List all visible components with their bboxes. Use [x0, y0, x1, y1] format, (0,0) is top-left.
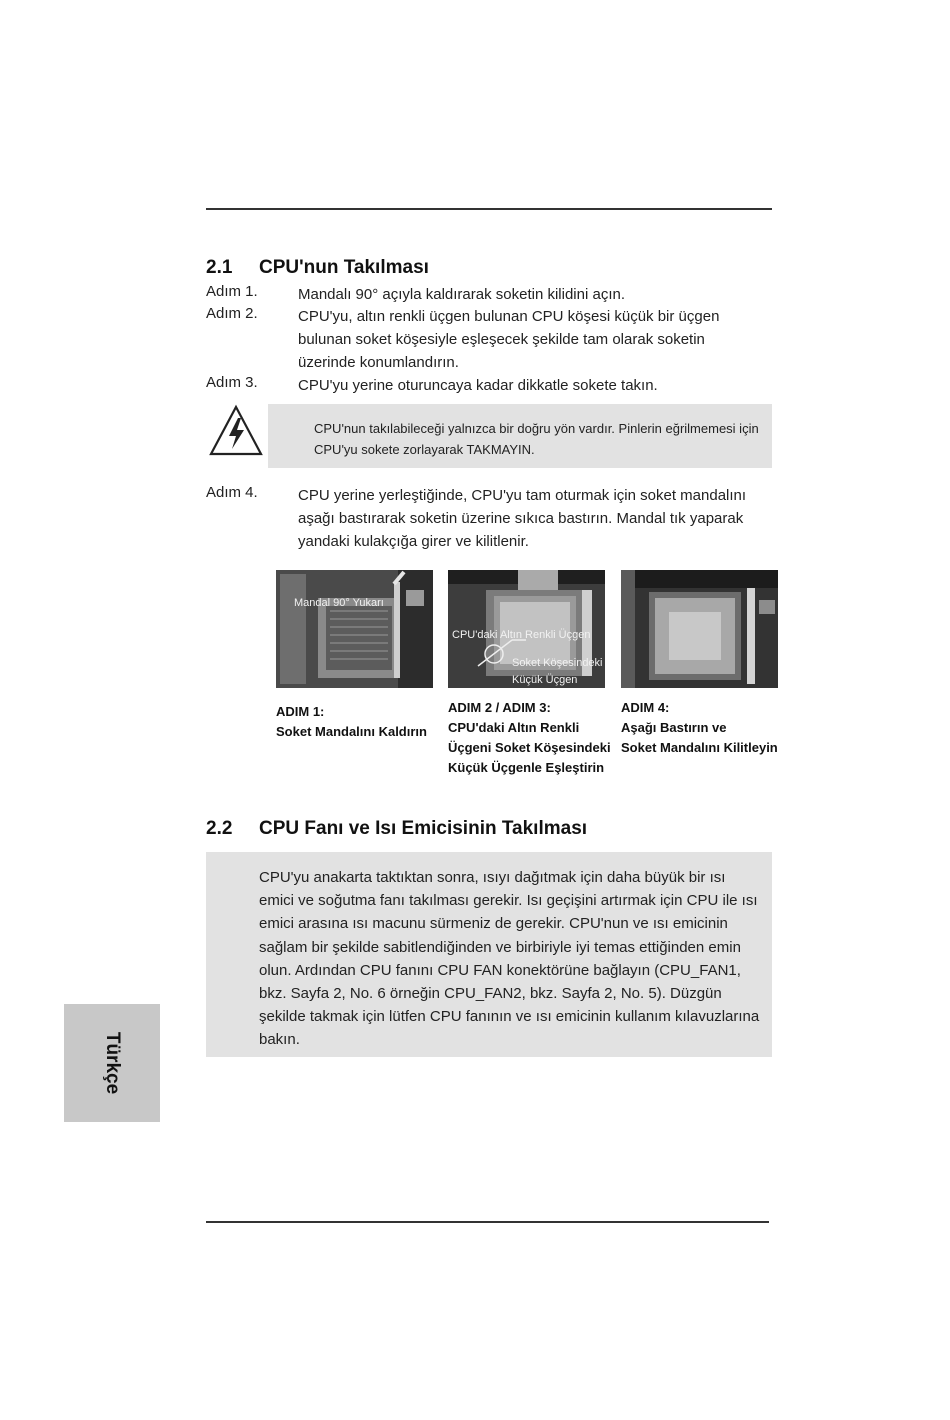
- section-title: CPU Fanı ve Isı Emicisinin Takılması: [259, 818, 588, 839]
- section-title: CPU'nun Takılması: [259, 257, 429, 278]
- photo-socket-lever-up: [276, 570, 433, 688]
- warning-text: CPU'nun takılabileceği yalnızca bir doğru yön vardır. Pinlerin eğrilmemesi için CPU'yu sokete zorlayarak TAKMAYIN.: [314, 421, 759, 457]
- caption-step-2-3-line: CPU'daki Altın Renkli: [448, 720, 580, 735]
- photo-align-triangle: [448, 570, 605, 688]
- top-rule: [206, 208, 772, 210]
- photo-lever-locked: [621, 570, 778, 688]
- caption-step-2-3-line: Küçük Üçgenle Eşleştirin: [448, 760, 605, 775]
- step-4-label: Adım 4.: [206, 484, 258, 501]
- warning-icon: [208, 404, 264, 458]
- section-2-1-heading: [206, 257, 766, 281]
- language-tab-label: Türkçe: [102, 1031, 123, 1095]
- caption-step-2-3: [448, 698, 611, 778]
- caption-step-2-3-title: ADIM 2 / ADIM 3:: [448, 700, 551, 715]
- step-2-text: CPU'yu, altın renkli üçgen bulunan CPU köşesi küçük bir üçgen bulunan soket köşesiyle eşleşecek şekilde tam olarak soketin üzerinde konumlandırın.: [298, 308, 720, 371]
- step-4-text: CPU yerine yerleştiğinde, CPU'yu tam oturmak için soket mandalını aşağı bastırarak soketin üzerine sıkıca bastırın. Mandal tık yaparak yandaki kulakçığa girer ve kilitlenir.: [298, 487, 747, 550]
- step-3-text: CPU'yu yerine oturuncaya kadar dikkatle sokete takın.: [298, 377, 658, 394]
- bottom-rule: [206, 1221, 769, 1223]
- caption-step-1-title: ADIM 1:: [276, 704, 325, 719]
- caption-step-2-3-line: Üçgeni Soket Köşesindeki: [448, 740, 611, 755]
- caption-step-4: [621, 698, 778, 758]
- language-side-tab: [64, 1004, 160, 1122]
- photo-label-socket-corner: Soket Köşesindeki: [512, 657, 603, 669]
- caption-step-4-title: ADIM 4:: [621, 700, 670, 715]
- step-1-label: Adım 1.: [206, 283, 258, 300]
- caption-step-1: [276, 702, 427, 742]
- caption-step-4-line: Soket Mandalını Kilitleyin: [621, 740, 778, 755]
- section-number: 2.1: [206, 257, 233, 278]
- step-2-label: Adım 2.: [206, 305, 258, 322]
- heatsink-paragraph: CPU'yu anakarta taktıktan sonra, ısıyı dağıtmak için daha büyük bir ısı emici ve soğutma fanı takılması gerekir. Isı geçişini artırmak için CPU ile ısı emici arasına ısı macunu sürmeniz de gerekir. CPU'nun ve ısı emicinin sağlam bir şekilde sabitlendiğinden ve birbiriyle iyi temas ettiğinden emin olun. Ardından CPU fanını CPU FAN konektörüne bağlayın (CPU_FAN1, bkz. Sayfa 2, No. 6 örneğin CPU_FAN2, bkz. Sayfa 2, No. 5). Düzgün şekilde takmak için lütfen CPU fanının ve ısı emicinin kullanım kılavuzlarına bakın.: [259, 869, 760, 1049]
- step-1-text: Mandalı 90° açıyla kaldırarak soketin kilidini açın.: [298, 286, 625, 303]
- photo-label-gold-triangle: CPU'daki Altın Renkli Üçgen: [452, 629, 591, 641]
- photo-label-lever: Mandal 90° Yukarı: [294, 597, 384, 609]
- step-3-label: Adım 3.: [206, 374, 258, 391]
- caption-step-1-line: Soket Mandalını Kaldırın: [276, 724, 427, 739]
- caption-step-4-line: Aşağı Bastırın ve: [621, 720, 727, 735]
- section-number: 2.2: [206, 818, 233, 839]
- photo-label-small-triangle: Küçük Üçgen: [512, 674, 578, 686]
- section-2-2-heading: [206, 818, 766, 842]
